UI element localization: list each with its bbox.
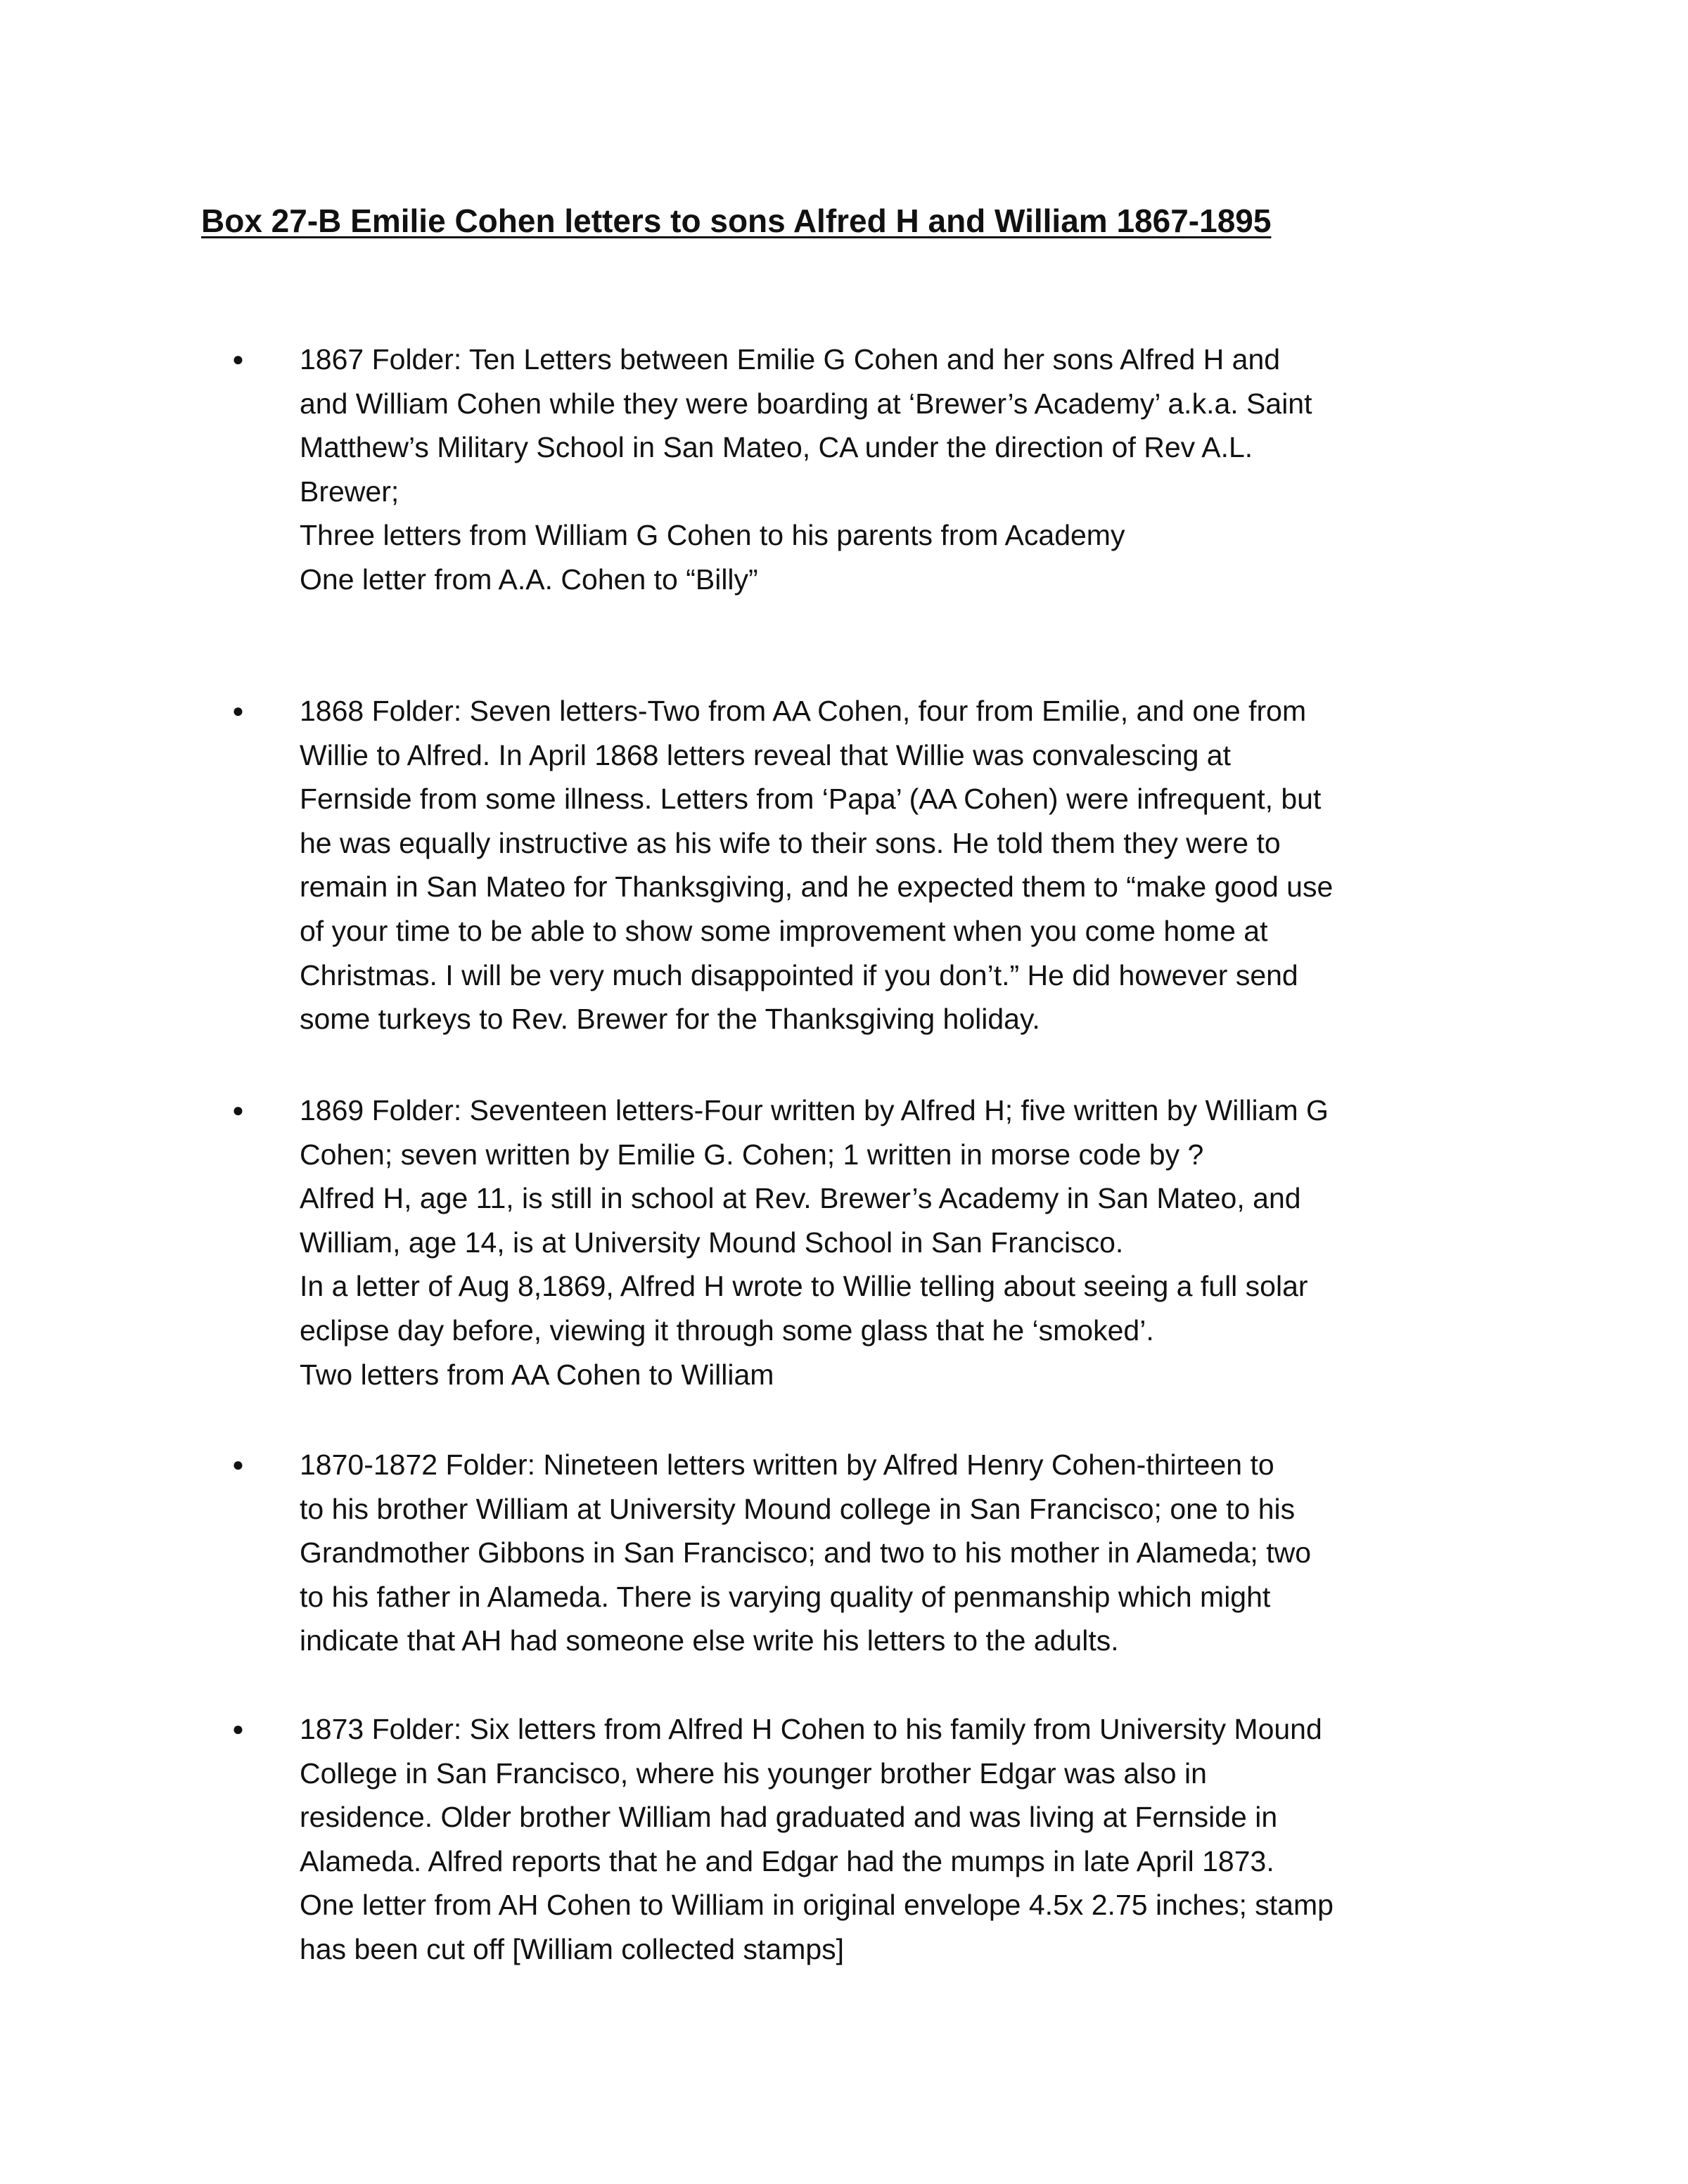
entry-line: residence. Older brother William had graduated and was living at Fernside in <box>300 1801 1278 1833</box>
entry-line: remain in San Mateo for Thanksgiving, and he expected them to “make good use <box>300 871 1334 903</box>
entry-line: Christmas. I will be very much disappointed if you don’t.” He did however send <box>300 959 1298 991</box>
entry-line: 1868 Folder: Seven letters-Two from AA Cohen, four from Emilie, and one from <box>300 695 1307 727</box>
entry-line: Alfred H, age 11, is still in school at Rev. Brewer’s Academy in San Mateo, and <box>300 1182 1301 1214</box>
entry-line: Willie to Alfred. In April 1868 letters reveal that Willie was convalescing at <box>300 739 1231 771</box>
entry-line: 1867 Folder: Ten Letters between Emilie G Cohen and her sons Alfred H and <box>300 343 1281 375</box>
entry-line: to his father in Alameda. There is varying quality of penmanship which might <box>300 1581 1271 1613</box>
entry-line: eclipse day before, viewing it through some glass that he ‘smoked’. <box>300 1314 1154 1347</box>
entry-line: Three letters from William G Cohen to his parents from Academy <box>300 519 1125 551</box>
bullet-icon: ● <box>232 348 244 370</box>
bullet-icon: ● <box>232 1099 244 1121</box>
entry-line: Two letters from AA Cohen to William <box>300 1358 774 1391</box>
entry-line: some turkeys to Rev. Brewer for the Thanksgiving holiday. <box>300 1003 1040 1035</box>
entry-line: Fernside from some illness. Letters from ‘Papa’ (AA Cohen) were infrequent, but <box>300 783 1322 815</box>
entry-line: Alameda. Alfred reports that he and Edgar had the mumps in late April 1873. <box>300 1845 1274 1877</box>
entry-line: he was equally instructive as his wife to their sons. He told them they were to <box>300 827 1281 859</box>
entry-line: indicate that AH had someone else write his letters to the adults. <box>300 1624 1119 1657</box>
bullet-icon: ● <box>232 1453 244 1475</box>
entry-line: has been cut off [William collected stamps] <box>300 1933 845 1965</box>
entry-line: 1870-1872 Folder: Nineteen letters written by Alfred Henry Cohen-thirteen to <box>300 1448 1274 1481</box>
entry-line: Matthew’s Military School in San Mateo, CA under the direction of Rev A.L. <box>300 431 1253 463</box>
entry-line: College in San Francisco, where his younger brother Edgar was also in <box>300 1757 1207 1790</box>
entry-line: to his brother William at University Mound college in San Francisco; one to his <box>300 1493 1296 1525</box>
entry-line: 1873 Folder: Six letters from Alfred H Cohen to his family from University Mound <box>300 1713 1322 1745</box>
entry-line: Brewer; <box>300 475 399 508</box>
entry-line: One letter from AH Cohen to William in original envelope 4.5x 2.75 inches; stamp <box>300 1889 1334 1921</box>
bullet-icon: ● <box>232 1718 244 1740</box>
entry-line: In a letter of Aug 8,1869, Alfred H wrote to Willie telling about seeing a full solar <box>300 1270 1308 1302</box>
entry-line: of your time to be able to show some improvement when you come home at <box>300 915 1268 947</box>
entry-line: Cohen; seven written by Emilie G. Cohen; 1 written in morse code by ? <box>300 1138 1204 1171</box>
entry-line: William, age 14, is at University Mound School in San Francisco. <box>300 1226 1124 1259</box>
entry-line: 1869 Folder: Seventeen letters-Four written by Alfred H; five written by William G <box>300 1094 1329 1126</box>
entry-line: One letter from A.A. Cohen to “Billy” <box>300 563 758 596</box>
document-title: Box 27-B Emilie Cohen letters to sons Alfred H and William 1867-1895 <box>201 203 1272 239</box>
entry-line: Grandmother Gibbons in San Francisco; and two to his mother in Alameda; two <box>300 1536 1312 1569</box>
bullet-icon: ● <box>232 700 244 721</box>
entry-line: and William Cohen while they were boarding at ‘Brewer’s Academy’ a.k.a. Saint <box>300 387 1312 420</box>
